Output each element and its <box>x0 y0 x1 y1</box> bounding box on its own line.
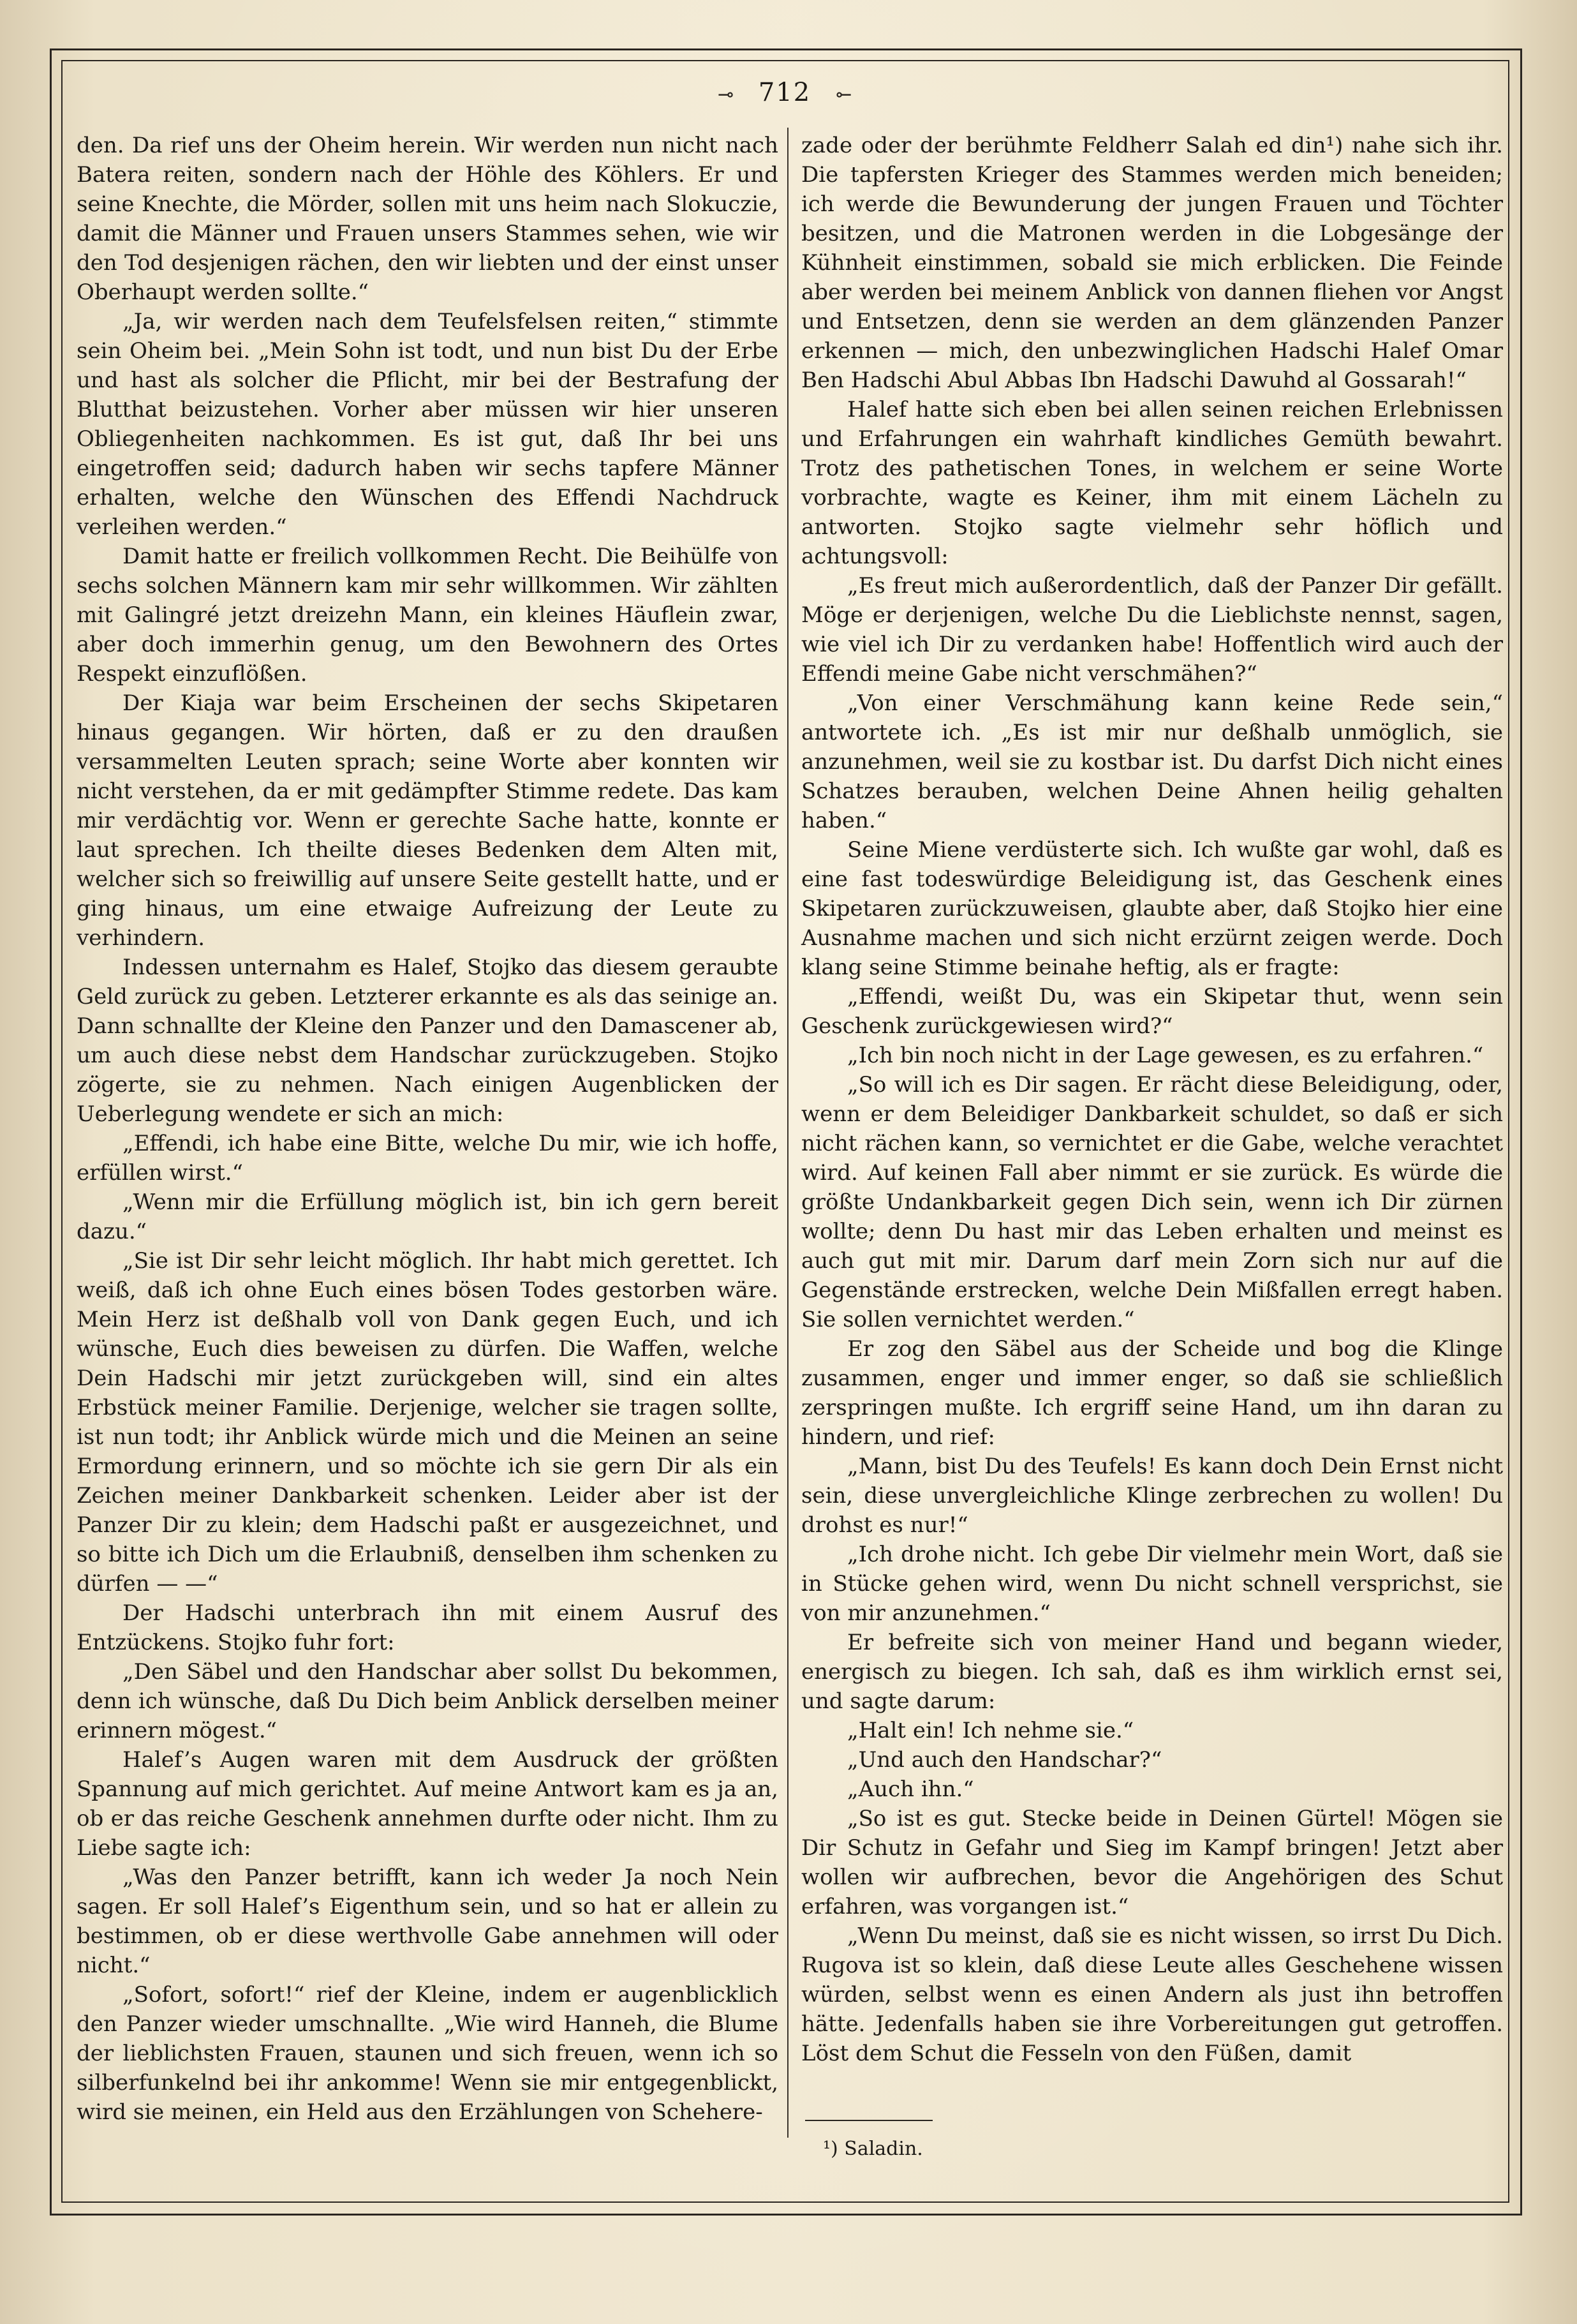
paragraph: „Ja, wir werden nach dem Teufelsfelsen reiten,“ stimmte sein Oheim bei. „Mein Sohn ist todt, und nun bist Du der Erbe und hast als solcher die Pflicht, mir bei der Bestrafung der Blutthat beizustehen. Vorher aber müssen wir hier unseren Obliegenheiten nachkommen. Es ist gut, daß Ihr bei uns eingetroffen seid; dadurch haben wir sechs tapfere Männer erhalten, welche den Wünschen des Effendi Nachdruck verleihen werden.“ <box>77 309 778 540</box>
paragraph: „Effendi, weißt Du, was ein Skipetar thut, wenn sein Geschenk zurückgewiesen wird?“ <box>801 984 1503 1039</box>
page-number: 712 <box>758 78 811 107</box>
paragraph: Indessen unternahm es Halef, Stojko das diesem geraubte Geld zurück zu geben. Letzterer erkannte es als das seinige an. Dann schnallte der Kleine den Panzer und den Damascener ab, um auch diese nebst dem Handschar zurückzugeben. Stojko zögerte, sie zu nehmen. Nach einigen Augenblicken der Ueberlegung wendete er sich an mich: <box>77 955 778 1127</box>
paragraph: zade oder der berühmte Feldherr Salah ed din¹) nahe sich ihr. Die tapfersten Krieger des Stammes werden mich beneiden; ich werde die Bewunderung der jungen Frauen und Töchter besitzen, und die Matronen werden in die Lobgesänge der Kühnheit einstimmen, sobald sie mich erblicken. Die Feinde aber werden bei meinem Anblick von dannen fliehen vor Angst und Entsetzen, denn sie werden an dem glänzenden Panzer erkennen — mich, den unbezwinglichen Hadschi Halef Omar Ben Hadschi Abul Abbas Ibn Hadschi Dawuhd al Gossarah!“ <box>801 133 1503 393</box>
paragraph: „Sie ist Dir sehr leicht möglich. Ihr habt mich gerettet. Ich weiß, daß ich ohne Euch eines bösen Todes gestorben wäre. Mein Herz ist deßhalb voll von Dank gegen Euch, und ich wünsche, Euch dies beweisen zu dürfen. Die Waffen, welche Dein Hadschi mir jetzt zurückgeben will, sind ein altes Erbstück meiner Familie. Derjenige, welcher sie tragen sollte, ist nun todt; ihr Anblick würde mich und die Meinen an seine Ermordung erinnern, und so möchte ich sie gern Dir als ein Zeichen meiner Dankbarkeit schenken. Leider aber ist der Panzer Dir zu klein; dem Hadschi paßt er ausgezeichnet, und so bitte ich Dich um die Erlaubniß, denselben ihm schenken zu dürfen — —“ <box>77 1248 778 1597</box>
paragraph: Damit hatte er freilich vollkommen Recht. Die Beihülfe von sechs solchen Männern kam mir sehr willkommen. Wir zählten mit Galingré jetzt dreizehn Mann, ein kleines Häuflein zwar, aber doch immerhin genug, um den Bewohnern des Ortes Respekt einzuflößen. <box>77 544 778 687</box>
paragraph: „Effendi, ich habe eine Bitte, welche Du mir, wie ich hoffe, erfüllen wirst.“ <box>77 1131 778 1186</box>
paragraph: „So ist es gut. Stecke beide in Deinen Gürtel! Mögen sie Dir Schutz in Gefahr und Sieg im Kampf bringen! Jetzt aber wollen wir aufbrechen, bevor die Angehörigen des Schut erfahren, was vorgangen ist.“ <box>801 1806 1503 1919</box>
left-column <box>77 131 778 2127</box>
paragraph: „Mann, bist Du des Teufels! Es kann doch Dein Ernst nicht sein, diese unvergleichliche Klinge zerbrechen zu wollen! Du drohst es nur!“ <box>801 1454 1503 1538</box>
page-header <box>61 78 1508 107</box>
paragraph: „Ich drohe nicht. Ich gebe Dir vielmehr mein Wort, daß sie in Stücke gehen wird, wenn Du nicht schnell versprichst, sie von mir anzunehmen.“ <box>801 1542 1503 1626</box>
footnote: ¹) Saladin. <box>823 2138 923 2160</box>
paragraph: „Ich bin noch nicht in der Lage gewesen, es zu erfahren.“ <box>847 1043 1484 1068</box>
paragraph: „Was den Panzer betrifft, kann ich weder Ja noch Nein sagen. Er soll Halef’s Eigenthum sein, und so hat er allein zu bestimmen, ob er diese werthvolle Gabe annehmen will oder nicht.“ <box>77 1865 778 1978</box>
paragraph: „Und auch den Handschar?“ <box>847 1747 1162 1773</box>
paragraph: Der Hadschi unterbrach ihn mit einem Ausruf des Entzückens. Stojko fuhr fort: <box>77 1600 778 1655</box>
paragraph: Halef’s Augen waren mit dem Ausdruck der größten Spannung auf mich gerichtet. Auf meine Antwort kam es ja an, ob er das reiche Geschenk annehmen durfte oder nicht. Ihm zu Liebe sagte ich: <box>77 1747 778 1861</box>
paragraph: „Auch ihn.“ <box>847 1777 974 1802</box>
ornament-right-icon: ⊸ <box>834 84 852 106</box>
paragraph: den. Da rief uns der Oheim herein. Wir werden nun nicht nach Batera reiten, sondern nach der Höhle des Köhlers. Er und seine Knechte, die Mörder, sollen mit uns heim nach Slokuczie, damit die Männer und Frauen unsers Stammes sehen, wie wir den Tod desjenigen rächen, den wir liebten und der einst unser Oberhaupt werden sollte.“ <box>77 133 778 305</box>
paragraph: „Von einer Verschmähung kann keine Rede sein,“ antwortete ich. „Es ist mir nur deßhalb unmöglich, sie anzunehmen, weil sie zu kostbar ist. Du darfst Dich nicht eines Schatzes berauben, welchen Deine Ahnen heilig gehalten haben.“ <box>801 690 1503 833</box>
paragraph: Halef hatte sich eben bei allen seinen reichen Erlebnissen und Erfahrungen ein wahrhaft kindliches Gemüth bewahrt. Trotz des pathetischen Tones, in welchem er seine Worte vorbrachte, wagte es Keiner, ihm mit einem Lächeln zu antworten. Stojko sagte vielmehr sehr höflich und achtungsvoll: <box>801 397 1503 569</box>
paragraph: „Halt ein! Ich nehme sie.“ <box>847 1718 1134 1743</box>
paragraph: Der Kiaja war beim Erscheinen der sechs Skipetaren hinaus gegangen. Wir hörten, daß er zu den draußen versammelten Leuten sprach; seine Worte aber konnten wir nicht verstehen, da er mit gedämpfter Stimme redete. Das kam mir verdächtig vor. Wenn er gerechte Sache hatte, konnte er laut sprechen. Ich theilte dieses Bedenken dem Alten mit, welcher sich so freiwillig auf unsere Seite gestellt hatte, und er ging hinaus, um eine etwaige Aufreizung der Leute zu verhindern. <box>77 690 778 951</box>
paragraph: „Den Säbel und den Handschar aber sollst Du bekommen, denn ich wünsche, daß Du Dich beim Anblick derselben meiner erinnern mögest.“ <box>77 1659 778 1743</box>
paragraph: „Es freut mich außerordentlich, daß der Panzer Dir gefällt. Möge er derjenigen, welche Du die Lieblichste nennst, sagen, wie viel ich Dir zu verdanken habe! Hoffentlich wird auch der Effendi meine Gabe nicht verschmähen?“ <box>801 573 1503 687</box>
ornament-left-icon: ⊸ <box>717 84 736 106</box>
paragraph: „Wenn mir die Erfüllung möglich ist, bin ich gern bereit dazu.“ <box>77 1189 778 1244</box>
paragraph: Seine Miene verdüsterte sich. Ich wußte gar wohl, daß es eine fast todeswürdige Beleidigung ist, das Geschenk eines Skipetaren zurückzuweisen, glaubte aber, daß Stojko hier eine Ausnahme machen und sich nicht erzürnt zeigen werde. Doch klang seine Stimme beinahe heftig, als er fragte: <box>801 837 1503 980</box>
right-column <box>801 131 1503 2068</box>
paragraph: „Wenn Du meinst, daß sie es nicht wissen, so irrst Du Dich. Rugova ist so klein, daß diese Leute alles Geschehene wissen würden, selbst wenn es einen Andern als just ihn betroffen hätte. Jedenfalls haben sie ihre Vorbereitungen gut getroffen. Löst dem Schut die Fesseln von den Füßen, damit <box>801 1923 1503 2066</box>
paragraph: Er zog den Säbel aus der Scheide und bog die Klinge zusammen, enger und immer enger, so daß sie schließlich zerspringen mußte. Ich ergriff seine Hand, um ihn daran zu hindern, und rief: <box>801 1336 1503 1450</box>
paragraph: „So will ich es Dir sagen. Er rächt diese Beleidigung, oder, wenn er dem Beleidiger Dankbarkeit schuldet, so daß er sich nicht rächen kann, so vernichtet er die Gabe, welche verachtet wird. Auf keinen Fall aber nimmt er sie zurück. Es würde die größte Undankbarkeit gegen Dich sein, wenn ich Dir zürnen wollte; denn Du hast mir das Leben erhalten und meinst es auch gut mit mir. Darum darf mein Zorn sich nur auf die Gegenstände erstrecken, welche Dein Mißfallen erregt haben. Sie sollen vernichtet werden.“ <box>801 1072 1503 1332</box>
footnote-rule <box>805 2120 933 2121</box>
paragraph: Er befreite sich von meiner Hand und begann wieder, energisch zu biegen. Ich sah, daß es ihm wirklich ernst sei, und sagte darum: <box>801 1630 1503 1714</box>
paragraph: „Sofort, sofort!“ rief der Kleine, indem er augenblicklich den Panzer wieder umschnallte. „Wie wird Hanneh, die Blume der lieblichsten Frauen, staunen und sich freuen, wenn ich so silberfunkelnd bei ihr ankomme! Wenn sie mir entgegenblickt, wird sie meinen, ein Held aus den Erzählungen von Schehere- <box>77 1982 778 2125</box>
column-divider <box>787 128 788 2138</box>
